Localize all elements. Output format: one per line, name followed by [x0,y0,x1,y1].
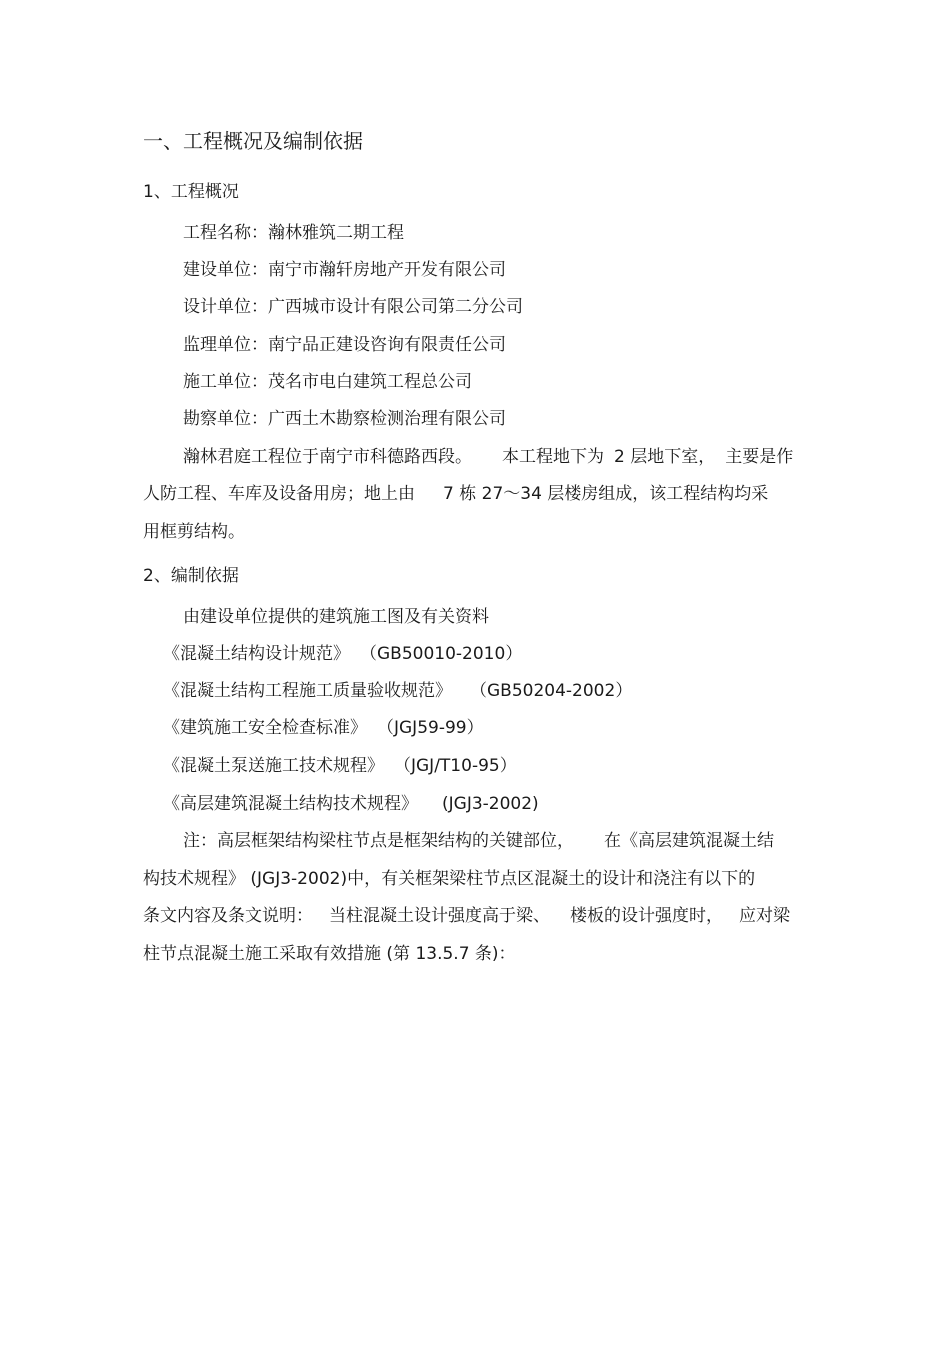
standard-item [163,755,517,777]
standard-item [163,643,522,665]
description-line-1 [183,446,793,468]
note-line-3 [143,905,790,927]
standard-name: 《混凝土泵送施工技术规程》 [163,756,384,776]
description-line-2 [143,483,768,505]
builder-unit-field: 施工单位：茂名市电白建筑工程总公司 [183,372,472,392]
note-text: 条文内容及条文说明： [143,906,313,926]
design-unit-field: 设计单位：广西城市设计有限公司第二分公司 [183,297,523,317]
standard-name: 《混凝土结构设计规范》 [163,644,350,664]
note-text: 当柱混凝土设计强度高于梁、 [329,906,550,926]
description-location: 瀚林君庭工程位于南宁市科德路西段。 [183,447,472,467]
subsection-heading-overview: 1、工程概况 [143,182,239,202]
basis-intro: 由建设单位提供的建筑施工图及有关资料 [183,607,489,627]
standard-code: （JGJ/T10-95） [394,756,517,776]
standard-code: （GB50010-2010） [360,644,523,664]
standard-code: （JGJ59-99） [377,718,484,738]
note-text: 应对梁 [739,906,790,926]
description-line-3: 用框剪结构。 [143,522,245,542]
project-name-field: 工程名称：瀚林雅筑二期工程 [183,223,404,243]
note-line-1 [183,830,774,852]
standard-name: 《高层建筑混凝土结构技术规程》 [163,794,418,814]
note-text: 楼板的设计强度时， [570,906,723,926]
note-text: 在《高层建筑混凝土结 [604,831,774,851]
supervision-unit-field: 监理单位：南宁品正建设咨询有限责任公司 [183,335,506,355]
note-line-2: 构技术规程》 (JGJ3-2002)中，有关框架梁柱节点区混凝土的设计和浇注有以下的 [143,869,756,889]
standard-item [163,680,632,702]
construction-unit-field: 建设单位：南宁市瀚轩房地产开发有限公司 [183,260,506,280]
standard-item [163,793,539,815]
standard-item [163,717,484,739]
subsection-heading-basis: 2、编制依据 [143,566,239,586]
note-line-4: 柱节点混凝土施工采取有效措施 (第 13.5.7 条)： [143,944,516,964]
standard-code: (JGJ3-2002) [442,794,539,814]
standard-name: 《建筑施工安全检查标准》 [163,718,367,738]
description-basement-use: 主要是作 [725,447,794,467]
standard-name: 《混凝土结构工程施工质量验收规范》 [163,681,452,701]
description-basement-count: 2 层地下室， [614,447,716,467]
section-title: 一、工程概况及编制依据 [143,129,363,153]
note-text: 注：高层框架结构梁柱节点是框架结构的关键部位， [183,831,574,851]
description-towers: 7 栋 27～34 层楼房组成，该工程结构均采 [443,484,769,504]
description-basement-prefix: 本工程地下为 [502,447,604,467]
standard-code: （GB50204-2002） [470,681,633,701]
description-usage: 人防工程、车库及设备用房；地上由 [143,484,415,504]
survey-unit-field: 勘察单位：广西土木勘察检测治理有限公司 [183,409,506,429]
